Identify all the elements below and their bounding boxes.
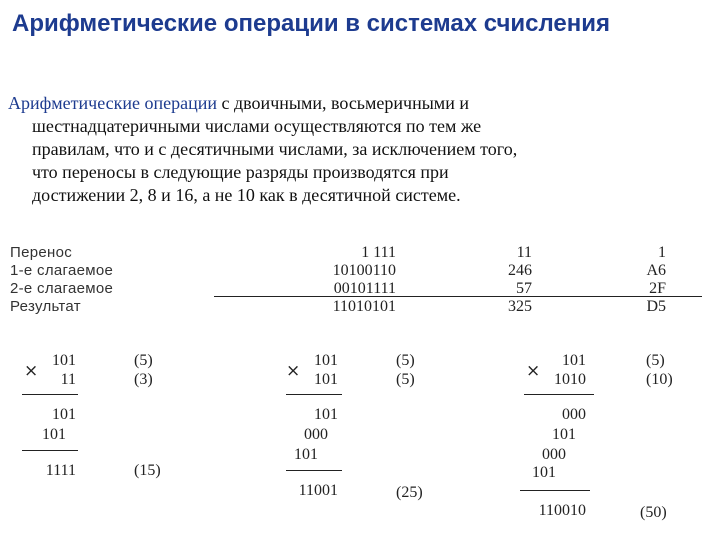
ex1-partial-2: 101 — [42, 426, 66, 443]
ex3-decimal-result: (50) — [640, 504, 667, 521]
ex1-decimal-result: (15) — [134, 462, 161, 479]
multiply-sign-3: × — [526, 361, 541, 381]
hex-result: D5 — [646, 298, 666, 315]
ex3-partial-4: 101 — [532, 464, 556, 481]
multiply-sign-1: × — [24, 361, 39, 381]
paragraph-line-4: что переносы в следующие разряды производятся при — [32, 162, 449, 182]
ex2-partial-1: 101 — [314, 406, 338, 423]
octal-result: 325 — [508, 298, 532, 315]
ex3-result: 110010 — [538, 502, 586, 519]
paragraph-line-1-rest: с двоичными, восьмеричными и — [217, 93, 469, 113]
ex2-rule-1 — [286, 394, 342, 395]
addition-result-rule — [214, 296, 702, 297]
ex3-partial-2: 101 — [552, 426, 576, 443]
ex1-multiplicand: 101 — [52, 352, 76, 369]
paragraph-line-3: правилам, что и с десятичными числами, за исключением того, — [32, 139, 518, 159]
octal-addend-1: 246 — [508, 262, 532, 279]
ex1-rule-1 — [22, 394, 78, 395]
ex3-rule-1 — [524, 394, 594, 395]
binary-carry: 1 111 — [361, 244, 396, 261]
ex3-decimal-a: (5) — [646, 352, 665, 369]
ex2-multiplicand: 101 — [314, 352, 338, 369]
paragraph-highlight: Арифметические операции — [8, 93, 218, 113]
ex2-result: 11001 — [298, 482, 338, 499]
label-carry: Перенос — [10, 244, 73, 261]
ex2-decimal-a: (5) — [396, 352, 415, 369]
ex3-decimal-b: (10) — [646, 371, 673, 388]
slide-title: Арифметические операции в системах счисления — [12, 10, 611, 37]
ex2-decimal-result: (25) — [396, 484, 423, 501]
ex1-partial-1: 101 — [52, 406, 76, 423]
ex3-multiplicand: 101 — [562, 352, 586, 369]
ex1-rule-2 — [22, 450, 78, 451]
hex-addend-1: A6 — [646, 262, 666, 279]
hex-addend-2: 2F — [649, 280, 666, 297]
ex3-partial-1: 000 — [562, 406, 586, 423]
intro-paragraph — [8, 92, 648, 207]
label-first-addend: 1-е слагаемое — [10, 262, 114, 279]
ex2-partial-3: 101 — [294, 446, 318, 463]
paragraph-line-2: шестнадцатеричными числами осуществляются по тем же — [32, 116, 482, 136]
label-result: Результат — [10, 298, 81, 315]
ex1-decimal-a: (5) — [134, 352, 153, 369]
octal-addend-2: 57 — [516, 280, 532, 297]
ex3-partial-3: 000 — [542, 446, 566, 463]
paragraph-line-5: достижении 2, 8 и 16, а не 10 как в десятичной системе. — [32, 185, 461, 205]
ex2-multiplier: 101 — [314, 371, 338, 388]
ex2-rule-2 — [286, 470, 342, 471]
paragraph-line-1 — [8, 92, 648, 115]
ex2-decimal-b: (5) — [396, 371, 415, 388]
ex3-rule-2 — [520, 490, 590, 491]
ex3-multiplier: 1010 — [554, 371, 586, 388]
multiply-sign-2: × — [286, 361, 301, 381]
octal-carry: 11 — [516, 244, 532, 261]
binary-result: 11010101 — [332, 298, 396, 315]
label-second-addend: 2-е слагаемое — [10, 280, 114, 297]
binary-addend-2: 00101111 — [333, 280, 396, 297]
ex1-decimal-b: (3) — [134, 371, 153, 388]
binary-addend-1: 10100110 — [332, 262, 396, 279]
ex1-result: 1111 — [45, 462, 76, 479]
ex1-multiplier: 11 — [60, 371, 76, 388]
ex2-partial-2: 000 — [304, 426, 328, 443]
hex-carry: 1 — [658, 244, 666, 261]
